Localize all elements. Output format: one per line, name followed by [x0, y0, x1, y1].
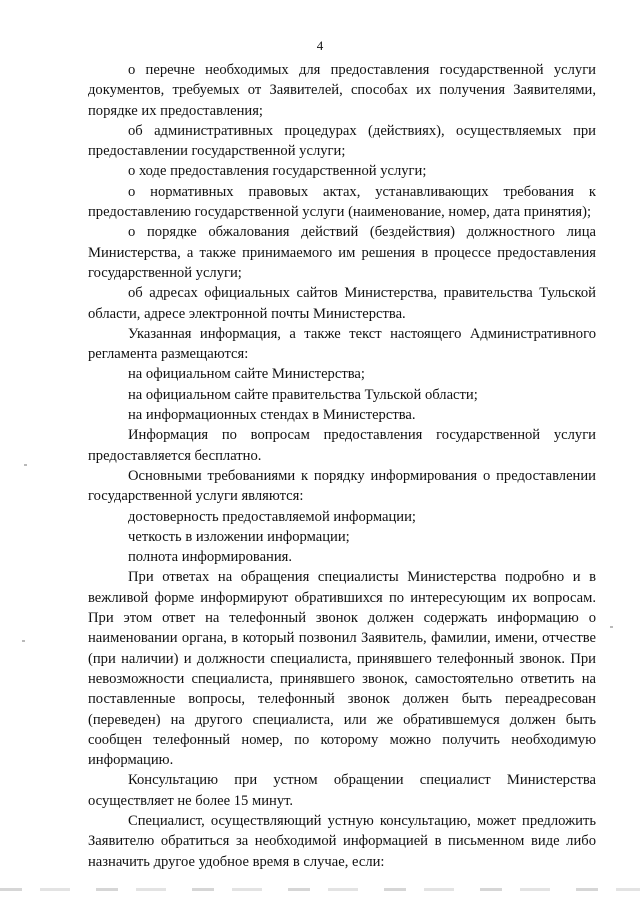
paragraph-free-info: Информация по вопросам предоставления государственной услуги предоставляется бесплатно. [88, 427, 596, 464]
paragraph-phone-answers: При ответах на обращения специалисты Министерства подробно и в вежливой форме информируют обратившихся по интересующим их вопросам. При этом ответ на телефонный звонок должен содержать информацию о наименовании органа, в который позвонил Заявитель, фамилии, имени, отчестве (при наличии) и должности специалиста, принявшего телефонный звонок. При невозможности специалиста, принявшего звонок, самостоятельно ответить на поставленные вопросы, телефонный звонок должен быть переадресован (переведен) на другого специалиста, или же обратившемуся должен быть сообщен телефонный номер, по которому можно получить необходимую информацию. [88, 569, 596, 769]
scan-artifact-streak [0, 888, 640, 891]
paragraph-info-requirements: Основными требованиями к порядку информирования о предоставлении государственной услуги являются: [88, 467, 596, 505]
paragraph-service-progress: о ходе предоставления государственной услуги; [128, 163, 427, 180]
page-number: 4 [316, 38, 324, 53]
paragraph-consultation-duration: Консультацию при устном обращении специалист Министерства осуществляет не более 15 минут. [88, 772, 596, 809]
paragraph-official-sites: об адресах официальных сайтов Министерства, правительства Тульской области, адресе электронной почты Министерства. [88, 285, 596, 322]
paragraph-normative-acts: о нормативных правовых актах, устанавливающих требования к предоставлению государственной услуги (наименование, номер, дата принятия); [88, 183, 596, 221]
paragraph-completeness: полнота информирования. [128, 549, 293, 566]
scan-artifact-mark [22, 640, 25, 642]
scan-artifact-mark [610, 626, 613, 628]
paragraph-info-placement: Указанная информация, а также текст настоящего Административного регламента размещаются: [88, 325, 596, 363]
paragraph-clarity: четкость в изложении информации; [128, 528, 350, 545]
paragraph-administrative-procedures: об административных процедурах (действиях), осуществляемых при предоставлении государственной услуги; [88, 122, 596, 160]
paragraph-government-site: на официальном сайте правительства Тульской области; [128, 386, 478, 403]
scan-artifact-mark [24, 464, 27, 466]
document-body [88, 60, 596, 872]
paragraph-info-stands: на информационных стендах в Министерства. [128, 407, 416, 424]
paragraph-documents-list: о перечне необходимых для предоставления государственной услуги документов, требуемых от Заявителей, способах их получения Заявителями, порядке их предоставления; [88, 62, 596, 119]
paragraph-reliability: достоверность предоставляемой информации; [128, 508, 416, 525]
paragraph-appeal-procedure: о порядке обжалования действий (бездействия) должностного лица Министерства, а также принимаемого им решения в процессе предоставления государственной услуги; [88, 224, 596, 281]
paragraph-ministry-site: на официальном сайте Министерства; [128, 366, 365, 383]
paragraph-written-consultation: Специалист, осуществляющий устную консультацию, может предложить Заявителю обратиться за необходимой информацией в письменном виде либо назначить другое удобное время в случае, если: [88, 812, 596, 870]
